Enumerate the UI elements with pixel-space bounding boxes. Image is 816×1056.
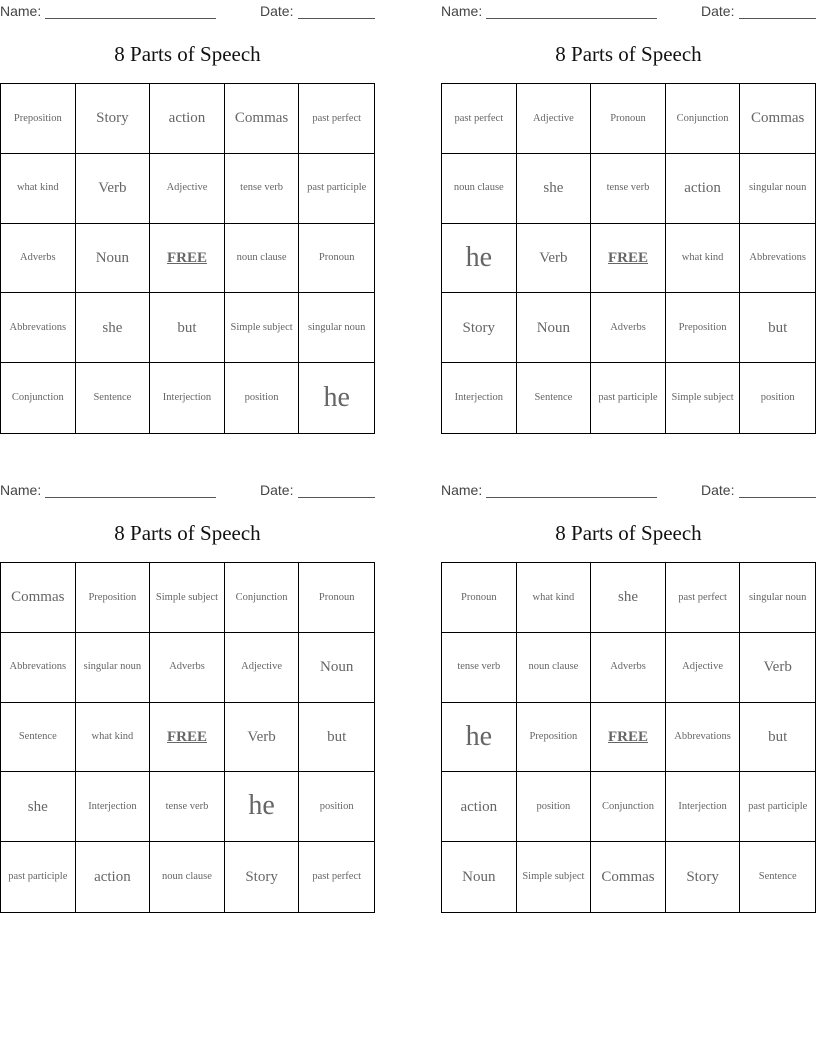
- bingo-card-3: [0, 479, 375, 913]
- bingo-cell: tense verb: [591, 154, 666, 224]
- bingo-cell: Conjunction: [1, 363, 76, 433]
- name-label: Name:: [441, 3, 483, 19]
- bingo-cell: past perfect: [442, 84, 517, 154]
- bingo-cell: noun clause: [225, 224, 300, 294]
- bingo-cell: Interjection: [150, 363, 225, 433]
- bingo-cell: past participle: [1, 842, 76, 912]
- bingo-cell: Verb: [740, 633, 815, 703]
- bingo-cell: Commas: [225, 84, 300, 154]
- free-space-cell: FREE: [150, 224, 225, 294]
- bingo-cell: tense verb: [225, 154, 300, 224]
- bingo-cell: Adverbs: [150, 633, 225, 703]
- card-title: 8 Parts of Speech: [114, 42, 261, 66]
- name-label: Name:: [0, 3, 42, 19]
- bingo-cell: Commas: [1, 563, 76, 633]
- bingo-cell: Simple subject: [517, 842, 592, 912]
- bingo-cell: noun clause: [150, 842, 225, 912]
- bingo-cell: noun clause: [442, 154, 517, 224]
- bingo-cell: Conjunction: [666, 84, 741, 154]
- name-blank-line: [486, 18, 657, 19]
- bingo-cell: Preposition: [517, 703, 592, 773]
- bingo-card-4: [441, 479, 816, 913]
- bingo-cell: but: [150, 293, 225, 363]
- bingo-cell: he: [442, 224, 517, 294]
- card-header: [441, 482, 816, 500]
- bingo-cell: but: [740, 703, 815, 773]
- date-blank-line: [298, 18, 375, 19]
- bingo-cell: noun clause: [517, 633, 592, 703]
- name-blank-line: [45, 497, 216, 498]
- bingo-cell: Commas: [591, 842, 666, 912]
- bingo-cell: she: [517, 154, 592, 224]
- free-space-cell: FREE: [591, 224, 666, 294]
- bingo-cell: Sentence: [1, 703, 76, 773]
- free-space-cell: FREE: [591, 703, 666, 773]
- bingo-cell: action: [666, 154, 741, 224]
- name-blank-line: [45, 18, 216, 19]
- bingo-cell: Interjection: [666, 772, 741, 842]
- bingo-grid: [441, 562, 816, 913]
- bingo-cell: Commas: [740, 84, 815, 154]
- bingo-cell: Simple subject: [225, 293, 300, 363]
- bingo-cell: action: [150, 84, 225, 154]
- bingo-grid: [0, 562, 375, 913]
- bingo-cell: past perfect: [312, 871, 362, 883]
- date-label: Date:: [260, 482, 294, 498]
- bingo-cell: Story: [442, 293, 517, 363]
- bingo-cell: Sentence: [76, 363, 151, 433]
- card-header: [441, 3, 816, 21]
- bingo-cell: past perfect: [666, 563, 741, 633]
- bingo-cell: Adverbs: [1, 224, 76, 294]
- bingo-cell: position: [225, 363, 300, 433]
- bingo-grid: [0, 83, 375, 434]
- bingo-cell: Adverbs: [591, 633, 666, 703]
- date-label: Date:: [701, 3, 735, 19]
- bingo-cell: action: [76, 842, 151, 912]
- bingo-cell: Preposition: [666, 293, 741, 363]
- bingo-cell: Preposition: [1, 84, 76, 154]
- date-blank-line: [298, 497, 375, 498]
- bingo-cell: Story: [666, 842, 741, 912]
- card-title: 8 Parts of Speech: [555, 521, 702, 545]
- bingo-cell: singular noun: [740, 563, 815, 633]
- bingo-cell: Pronoun: [299, 224, 374, 294]
- bingo-cell: Simple subject: [150, 563, 225, 633]
- bingo-cell: past participle: [591, 363, 666, 433]
- bingo-cell: Simple subject: [666, 363, 741, 433]
- bingo-cell: Interjection: [76, 772, 151, 842]
- bingo-cell: Adjective: [225, 633, 300, 703]
- bingo-cell: what kind: [666, 224, 741, 294]
- bingo-cell: Abbrevations: [740, 224, 815, 294]
- bingo-cell: he: [442, 703, 517, 773]
- bingo-cell: singular noun: [76, 633, 151, 703]
- bingo-cell: position: [299, 772, 374, 842]
- bingo-cell: Abbrevations: [1, 293, 76, 363]
- bingo-cell: but: [299, 703, 374, 773]
- bingo-cell: Conjunction: [591, 772, 666, 842]
- bingo-cell: Noun: [442, 842, 517, 912]
- bingo-cell: Abbrevations: [666, 703, 741, 773]
- bingo-cell: Interjection: [442, 363, 517, 433]
- bingo-cell: he: [225, 772, 300, 842]
- bingo-cell: what kind: [76, 703, 151, 773]
- bingo-cell: Sentence: [758, 871, 797, 883]
- bingo-cell: he: [323, 381, 350, 413]
- bingo-cell: Story: [76, 84, 151, 154]
- bingo-grid: [441, 83, 816, 434]
- bingo-cell: past participle: [299, 154, 374, 224]
- bingo-cell: Abbrevations: [1, 633, 76, 703]
- bingo-cell: past participle: [740, 772, 815, 842]
- bingo-card-2: [441, 0, 816, 434]
- bingo-cell: what kind: [1, 154, 76, 224]
- bingo-cell: Verb: [517, 224, 592, 294]
- bingo-cell: she: [76, 293, 151, 363]
- bingo-cell: Verb: [225, 703, 300, 773]
- bingo-cell: Noun: [517, 293, 592, 363]
- bingo-cell: what kind: [517, 563, 592, 633]
- bingo-cell: singular noun: [740, 154, 815, 224]
- bingo-cell: Adjective: [666, 633, 741, 703]
- bingo-cell: Noun: [299, 633, 374, 703]
- bingo-cell: singular noun: [299, 293, 374, 363]
- bingo-cell: action: [442, 772, 517, 842]
- bingo-cell: past perfect: [299, 84, 374, 154]
- bingo-cell: tense verb: [442, 633, 517, 703]
- date-label: Date:: [260, 3, 294, 19]
- date-label: Date:: [701, 482, 735, 498]
- bingo-cell: Preposition: [76, 563, 151, 633]
- card-header: [0, 3, 375, 21]
- bingo-cell: position: [517, 772, 592, 842]
- date-blank-line: [739, 18, 816, 19]
- bingo-cell: Conjunction: [225, 563, 300, 633]
- card-title: 8 Parts of Speech: [555, 42, 702, 66]
- name-label: Name:: [0, 482, 42, 498]
- bingo-cell: position: [760, 392, 795, 404]
- free-space-cell: FREE: [150, 703, 225, 773]
- bingo-cell: Noun: [76, 224, 151, 294]
- bingo-cell: Pronoun: [442, 563, 517, 633]
- bingo-cell: she: [591, 563, 666, 633]
- bingo-cell: Pronoun: [591, 84, 666, 154]
- name-label: Name:: [441, 482, 483, 498]
- card-header: [0, 482, 375, 500]
- card-title: 8 Parts of Speech: [114, 521, 261, 545]
- bingo-cell: she: [1, 772, 76, 842]
- bingo-cell: Story: [225, 842, 300, 912]
- bingo-cell: Adverbs: [591, 293, 666, 363]
- bingo-cell: Adjective: [150, 154, 225, 224]
- name-blank-line: [486, 497, 657, 498]
- bingo-cell: Pronoun: [299, 563, 374, 633]
- bingo-cell: tense verb: [150, 772, 225, 842]
- bingo-cell: Adjective: [517, 84, 592, 154]
- bingo-card-1: [0, 0, 375, 434]
- bingo-cell: but: [740, 293, 815, 363]
- date-blank-line: [739, 497, 816, 498]
- bingo-cell: Sentence: [517, 363, 592, 433]
- bingo-cell: Verb: [76, 154, 151, 224]
